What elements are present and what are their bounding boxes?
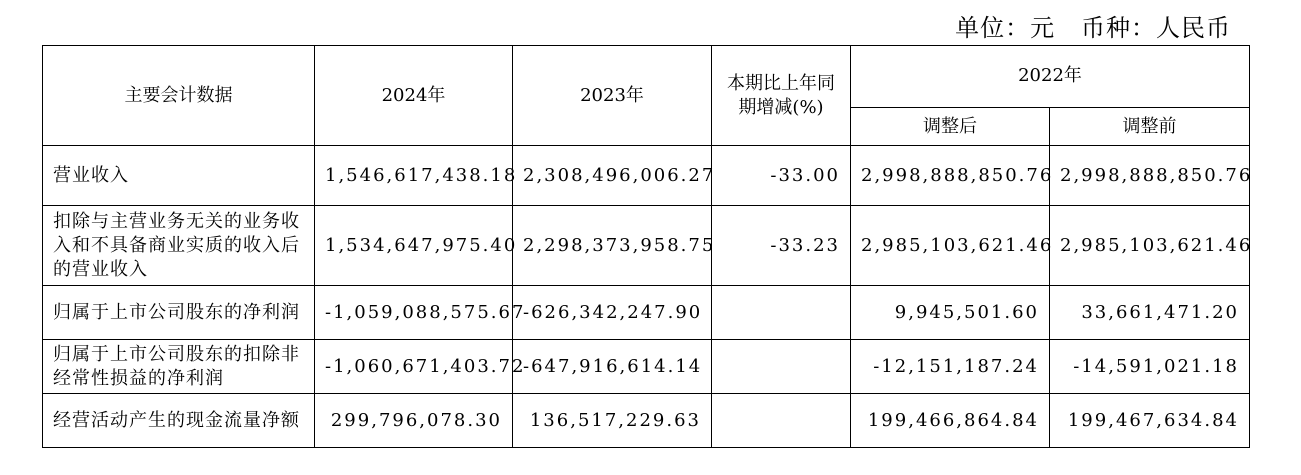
cell-2022-adjusted: 199,466,864.84 — [851, 394, 1050, 448]
unit-currency-line — [955, 8, 1231, 43]
cell-2022-before: -14,591,021.18 — [1050, 340, 1250, 394]
cell-2022-before: 33,661,471.20 — [1050, 286, 1250, 340]
cell-2024: 1,534,647,975.40 — [315, 206, 513, 286]
cell-change — [712, 340, 851, 394]
header-item: 主要会计数据 — [43, 46, 315, 146]
cell-2024: 299,796,078.30 — [315, 394, 513, 448]
header-2022-before: 调整前 — [1050, 108, 1250, 146]
table-row — [43, 146, 1250, 206]
cell-2023: 136,517,229.63 — [513, 394, 712, 448]
cell-2022-before: 199,467,634.84 — [1050, 394, 1250, 448]
row-label: 经营活动产生的现金流量净额 — [43, 394, 315, 448]
cell-2022-adjusted: 2,998,888,850.76 — [851, 146, 1050, 206]
cell-change: -33.00 — [712, 146, 851, 206]
header-row-top — [43, 46, 1250, 108]
cell-2022-before: 2,998,888,850.76 — [1050, 146, 1250, 206]
header-change: 本期比上年同期增减(%) — [712, 46, 851, 146]
cell-change — [712, 286, 851, 340]
cell-change — [712, 394, 851, 448]
cell-2022-adjusted: -12,151,187.24 — [851, 340, 1050, 394]
table-row — [43, 206, 1250, 286]
row-label: 归属于上市公司股东的净利润 — [43, 286, 315, 340]
cell-2024: -1,059,088,575.67 — [315, 286, 513, 340]
cell-2024: 1,546,617,438.18 — [315, 146, 513, 206]
header-2024: 2024年 — [315, 46, 513, 146]
row-label: 归属于上市公司股东的扣除非经常性损益的净利润 — [43, 340, 315, 394]
row-label: 营业收入 — [43, 146, 315, 206]
row-label: 扣除与主营业务无关的业务收入和不具备商业实质的收入后的营业收入 — [43, 206, 315, 286]
cell-2022-adjusted: 2,985,103,621.46 — [851, 206, 1050, 286]
header-2022-adjusted: 调整后 — [851, 108, 1050, 146]
table-row — [43, 340, 1250, 394]
accounting-data-table — [42, 45, 1253, 448]
header-2023: 2023年 — [513, 46, 712, 146]
cell-2023: 2,298,373,958.75 — [513, 206, 712, 286]
table-row — [43, 394, 1250, 448]
cell-2023: 2,308,496,006.27 — [513, 146, 712, 206]
cell-2023: -647,916,614.14 — [513, 340, 712, 394]
cell-change: -33.23 — [712, 206, 851, 286]
table-row — [43, 286, 1250, 340]
cell-2023: -626,342,247.90 — [513, 286, 712, 340]
unit-label: 单位：元 — [955, 14, 1056, 42]
cell-2022-before: 2,985,103,621.46 — [1050, 206, 1250, 286]
currency-label: 币种：人民币 — [1081, 14, 1231, 42]
cell-2024: -1,060,671,403.72 — [315, 340, 513, 394]
cell-2022-adjusted: 9,945,501.60 — [851, 286, 1050, 340]
header-2022: 2022年 — [851, 46, 1250, 108]
